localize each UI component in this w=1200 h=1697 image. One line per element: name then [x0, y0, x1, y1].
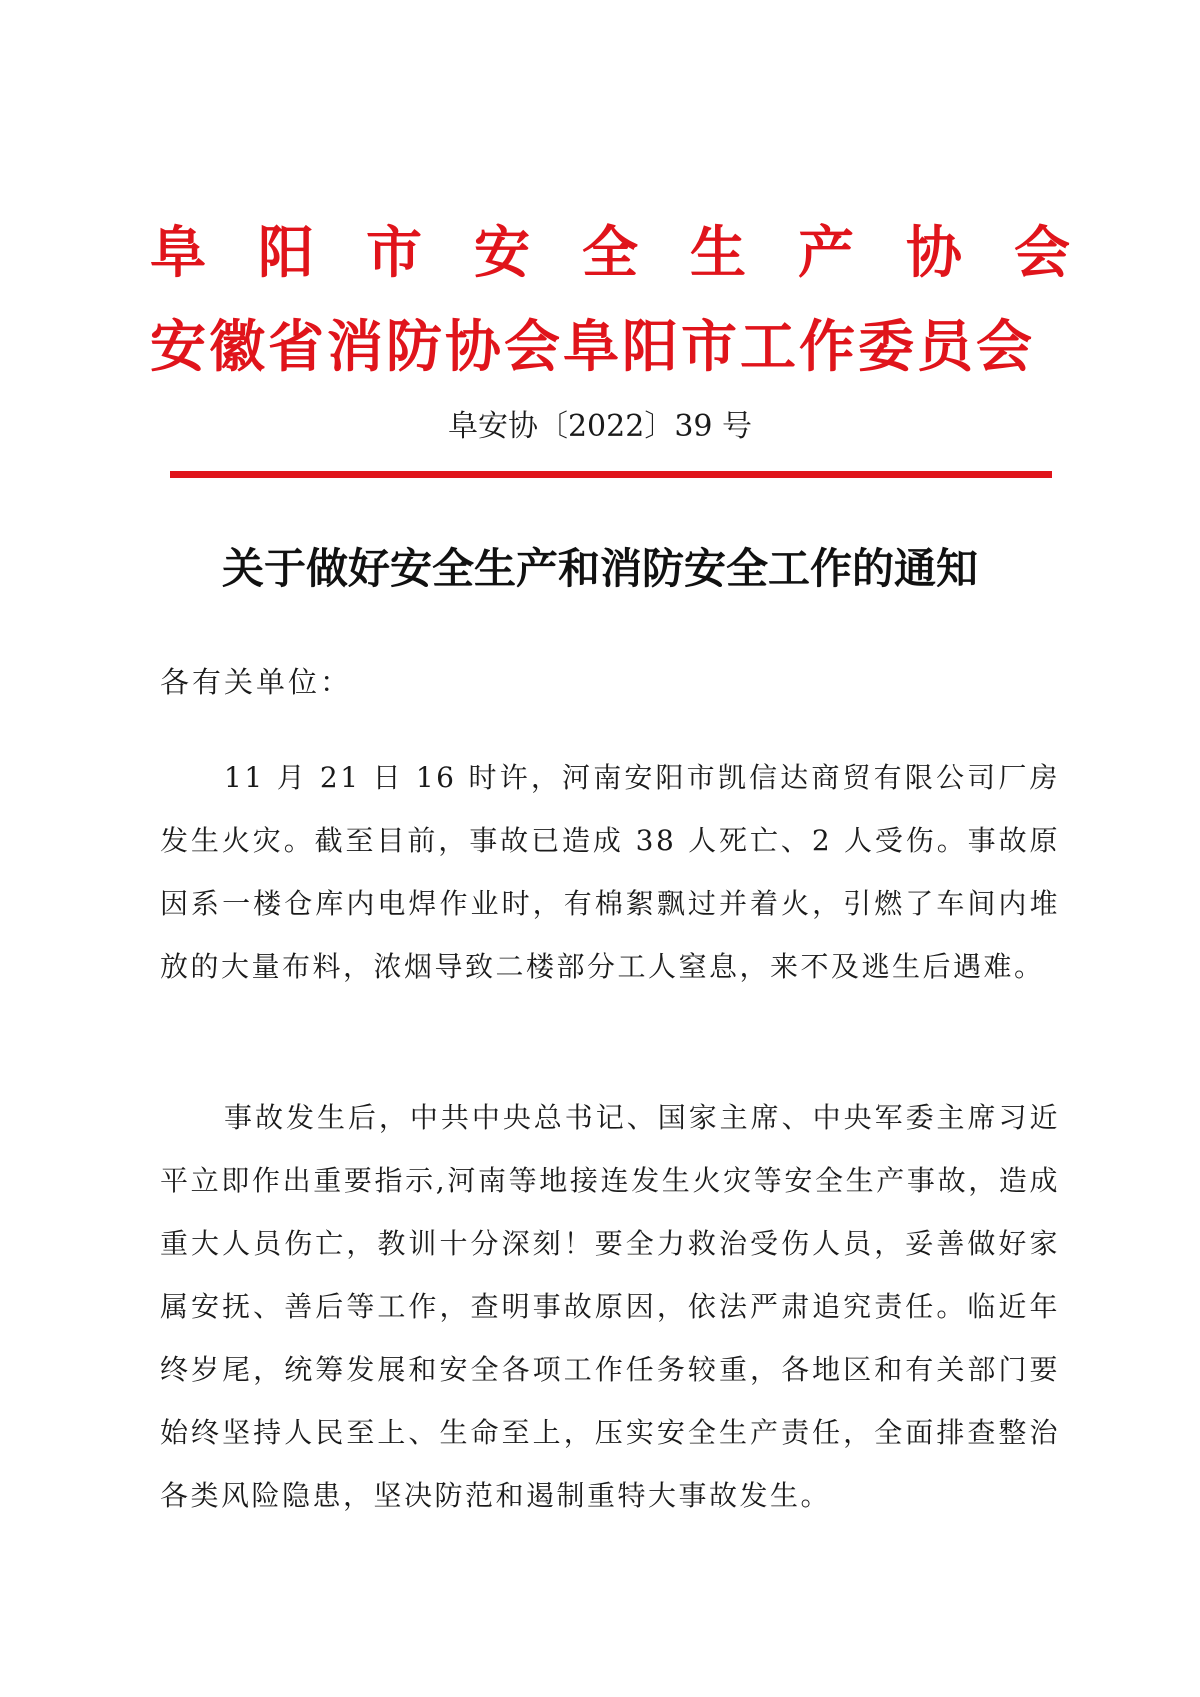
document-title: 关于做好安全生产和消防安全工作的通知 [221, 544, 978, 593]
salutation: 各有关单位： [160, 665, 353, 699]
body-paragraph-1: 11 月 21 日 16 时许，河南安阳市凯信达商贸有限公司厂房发生火灾。截至目前，事故已造成 38 人死亡、2 人受伤。事故原因系一楼仓库内电焊作业时，有棉絮飘过并着火，引燃了车间内堆放的大量布料，浓烟导致二楼部分工人窒息，来不及逃生后遇难。 [160, 761, 1060, 983]
red-divider-line [170, 471, 1052, 478]
body-paragraph-2: 事故发生后，中共中央总书记、国家主席、中央军委主席习近平立即作出重要指示,河南等地接连发生火灾等安全生产事故，造成重大人员伤亡，教训十分深刻！要全力救治受伤人员，妥善做好家属安抚、善后等工作，查明事故原因，依法严肃追究责任。临近年终岁尾，统筹发展和安全各项工作任务较重，各地区和有关部门要始终坚持人民至上、生命至上，压实安全生产责任，全面排查整治各类风险隐患，坚决防范和遏制重特大事故发生。 [160, 1101, 1060, 1512]
issuer-name-line-2: 安徽省消防协会阜阳市工作委员会 [150, 315, 1035, 380]
document-number: 阜安协〔2022〕39 号 [447, 409, 753, 444]
issuer-name-line-1: 阜阳市安全生产协会 [150, 221, 1122, 286]
